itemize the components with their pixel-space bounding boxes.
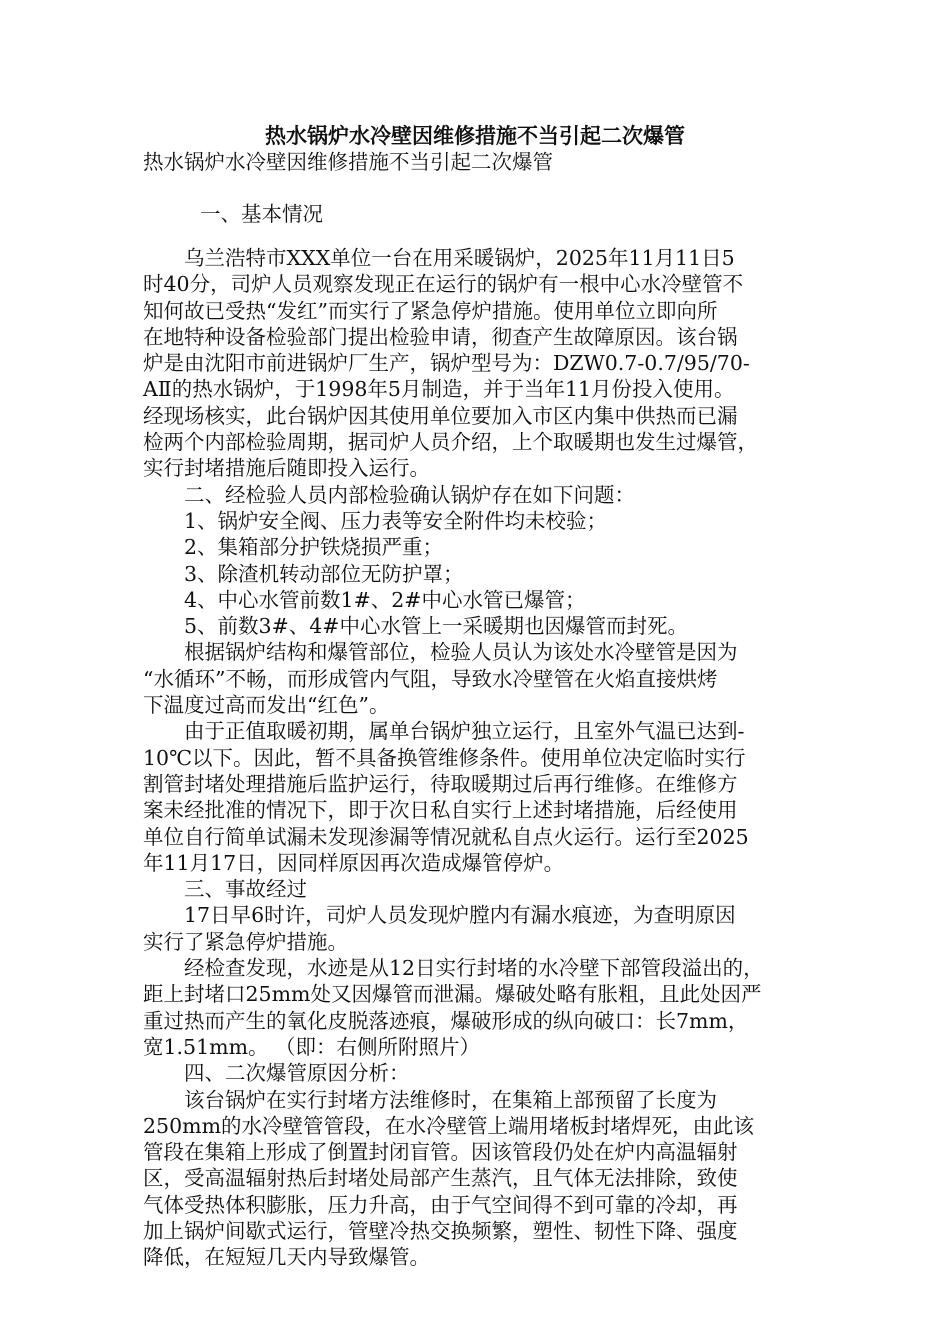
body-line: 气体受热体积膨胀，压力升高，由于气空间得不到可靠的冷却，再 xyxy=(143,1192,738,1217)
body-line: 2、集箱部分护铁烧损严重； xyxy=(143,535,444,560)
body-line: “水循环”不畅，而形成管内气阻，导致水冷壁管在火焰直接烘烤 xyxy=(143,666,718,691)
body-line: 降低，在短短几天内导致爆管。 xyxy=(143,1245,430,1270)
body-line: 下温度过高而发出“红色”。 xyxy=(143,693,390,718)
body-line: 案未经批准的情况下，即于次日私自实行上述封堵措施，后经使用 xyxy=(143,798,738,823)
body-line: 10℃以下。因此，暂不具备换管维修条件。使用单位决定临时实行 xyxy=(143,745,746,770)
body-line: 四、二次爆管原因分析： xyxy=(143,1061,410,1086)
body-line: 年11月17日，因同样原因再次造成爆管停炉。 xyxy=(143,850,565,875)
body-line: 实行了紧急停炉措施。 xyxy=(143,929,348,954)
body-line: 宽1.51mm。 （即：右侧所附照片） xyxy=(143,1034,481,1059)
body-line: 重过热而产生的氧化皮脱落迹痕，爆破形成的纵向破口：长7mm， xyxy=(143,1008,749,1033)
document-subtitle: 热水锅炉水冷壁因维修措施不当引起二次爆管 xyxy=(143,150,553,174)
body-line: 乌兰浩特市XXX单位一台在用采暖锅炉，2025年11月11日5 xyxy=(143,246,735,270)
body-line: 区，受高温辐射热后封堵处局部产生蒸汽，且气体无法排除，致使 xyxy=(143,1166,738,1191)
body-line: 4、中心水管前数1#、2#中心水管已爆管； xyxy=(143,587,586,612)
section-heading-basic-info: 一、基本情况 xyxy=(200,202,323,226)
body-line: AⅡ的热水锅炉，于1998年5月制造，并于当年11月份投入使用。 xyxy=(143,377,735,402)
body-line: 根据锅炉结构和爆管部位，检验人员认为该处水冷壁管是因为 xyxy=(143,640,738,665)
document-body xyxy=(143,245,811,1271)
body-line: 割管封堵处理措施后监护运行，待取暖期过后再行维修。在维修方 xyxy=(143,771,738,796)
body-line: 该台锅炉在实行封堵方法维修时，在集箱上部预留了长度为 xyxy=(143,1087,717,1112)
body-line: 实行封堵措施后随即投入运行。 xyxy=(143,456,430,481)
body-line: 1、锅炉安全阀、压力表等安全附件均未校验； xyxy=(143,508,608,533)
body-line: 250mm的水冷壁管管段，在水冷壁管上端用堵板封堵焊死，由此该 xyxy=(143,1113,755,1138)
body-line: 单位自行简单试漏未发现渗漏等情况就私自点火运行。运行至2025 xyxy=(143,824,749,849)
body-line: 知何故已受热“发红”而实行了紧急停炉措施。使用单位立即向所 xyxy=(143,298,718,323)
body-line: 3、除渣机转动部位无防护罩； xyxy=(143,561,464,586)
body-line: 炉是由沈阳市前进锅炉厂生产，锅炉型号为：DZW0.7-0.7/95/70- xyxy=(143,351,750,376)
document-title: 热水锅炉水冷壁因维修措施不当引起二次爆管 xyxy=(265,123,685,148)
body-line: 在地特种设备检验部门提出检验申请，彻查产生故障原因。该台锅 xyxy=(143,324,738,349)
body-line: 距上封堵口25mm处又因爆管而泄漏。爆破处略有胀粗，且此处因严 xyxy=(143,982,762,1007)
body-line: 经检查发现，水迹是从12日实行封堵的水冷壁下部管段溢出的， xyxy=(143,956,764,981)
body-line: 5、前数3#、4#中心水管上一采暖期也因爆管而封死。 xyxy=(143,614,688,639)
body-line: 二、经检验人员内部检验确认锅炉存在如下问题： xyxy=(143,482,635,507)
body-line: 时40分，司炉人员观察发现正在运行的锅炉有一根中心水冷壁管不 xyxy=(143,272,744,297)
body-line: 加上锅炉间歇式运行，管壁冷热交换频繁，塑性、韧性下降、强度 xyxy=(143,1218,738,1243)
body-line: 管段在集箱上形成了倒置封闭盲管。因该管段仍处在炉内高温辐射 xyxy=(143,1140,738,1165)
body-line: 经现场核实，此台锅炉因其使用单位要加入市区内集中供热而已漏 xyxy=(143,403,738,428)
body-line: 三、事故经过 xyxy=(143,877,307,902)
body-line: 由于正值取暖初期，属单台锅炉独立运行，且室外气温已达到- xyxy=(143,719,745,744)
body-line: 17日早6时许，司炉人员发现炉膛内有漏水痕迹，为查明原因 xyxy=(143,903,736,928)
body-line: 检两个内部检验周期，据司炉人员介绍，上个取暖期也发生过爆管， xyxy=(143,430,758,455)
